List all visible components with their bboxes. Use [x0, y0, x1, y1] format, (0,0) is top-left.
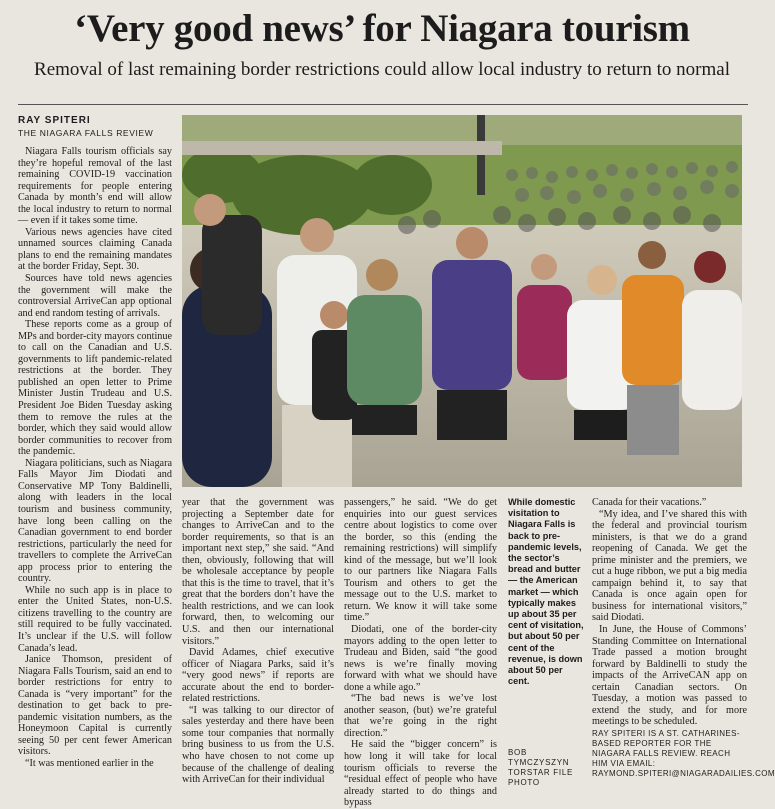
deck: Removal of last remaining border restrictions could allow local industry to return to normal	[34, 59, 730, 80]
paragraph: These reports come as a group of MPs and border-city mayors continue to call on the Canadian and U.S. governments to lift pandemic-related restrictions at the border. They published an open letter to Prime Minister Justin Trudeau and U.S. President Joe Biden Tuesday asking them to remove the rules at the border, which they said would allow border communities to recover from the pandemic.	[18, 319, 172, 458]
photo-credit: BOB TYMCZYSZYN TORSTAR FILE PHOTO	[508, 748, 574, 787]
paragraph: “It was mentioned earlier in the	[25, 757, 154, 769]
paragraph: Janice Thomson, president of Niagara Falls Tourism, said an end to border restrictions for entry to Canada is “very important” for the destination to get back to pre-pandemic visitation numbers, as the Honeymoon Capital is currently seeing 50 per cent fewer American visitors.	[18, 654, 172, 758]
crowd-photo	[182, 115, 742, 487]
paragraph: David Adames, chief executive officer of Niagara Parks, said it’s “very good news” if reports are accurate about the end to border-related restrictions.	[182, 647, 334, 705]
photo-caption	[508, 497, 586, 729]
article-column-2	[182, 497, 334, 799]
paragraph: year that the government was projecting a September date for changes to ArriveCan and to the border requirements, so that is an important next step,” she said. “And then, obviously, following that will be wholesale acceptance by people that this is the time to travel, that it’s great that the borders don’t have the health restrictions, and we can look forward, then, to welcoming our U.S. and then our international visitors.”	[182, 497, 334, 647]
author-note: RAY SPITERI IS A ST. CATHARINES-BASED REPORTER FOR THE NIAGARA FALLS REVIEW. REACH HIM VIA EMAIL: RAYMOND.SPITERI@NIAGARADAILIES.COM	[592, 728, 775, 778]
paragraph: Sources have told news agencies the government will make the controversial ArriveCan app optional and end random testing of arrivals.	[18, 273, 172, 319]
article-column-3	[344, 497, 497, 809]
crowd-photo-drawing	[182, 115, 742, 487]
paragraph: passengers,” he said. “We do get enquiries into our guest services centre about logistics to come over the border, so this (ending the remaining restrictions) will simplify kind of the message, but we’ll look to our partners like Niagara Falls Tourism and others to get the message out to the U.S. market to return. We know it will take some time.”	[344, 497, 497, 624]
headline: ‘Very good news’ for Niagara tourism	[74, 7, 690, 50]
paragraph: “I was talking to our director of sales yesterday and there have been some tour companies that normally bring business to us from the U.S. who have chosen to not come up because of the challenge of dealing with ArriveCan for their individual	[182, 704, 334, 786]
paragraph: Niagara politicians, such as Niagara Falls Mayor Jim Diodati and Conservative MP Tony Baldinelli, along with leaders in the local tourism and business community, have long been calling on the Canadian government to end border restrictions, particularly the need for travellers to complete the ArriveCan app process prior to entering the country.	[18, 457, 172, 585]
paragraph: While no such app is in place to enter the United States, non-U.S. citizens travelling to the country are still required to be fully vaccinated. It’s unclear if the U.S. will follow Canada’s lead.	[18, 584, 172, 654]
paragraph: Various news agencies have cited unnamed sources claiming Canada plans to end the remaining mandates at the border Friday, Sept. 30.	[18, 226, 172, 273]
caption-text: While domestic visitation to Niagara Falls is back to pre-pandemic levels, the sector’s bread and butter — the American market — which typically makes up about 35 per cent of visitation, but about 50 per cent of the revenue, is down about 50 per cent.	[508, 497, 584, 687]
paragraph: He said the “bigger concern” is how long it will take for local tourism officials to reverse the “residual effect of people who have already started to do things and bypass	[344, 739, 497, 809]
paragraph: Canada for their vacations.”	[592, 497, 707, 508]
article-column-4	[592, 497, 775, 799]
byline-affiliation: THE NIAGARA FALLS REVIEW	[18, 128, 154, 138]
byline: RAY SPITERI	[18, 115, 91, 126]
paragraph: In June, the House of Commons’ Standing Committee on International Trade passed a motion brought forward by Baldinelli to study the impacts of the ArriveCAN app on certain Canadian sectors. On Tuesday, a motion was passed to extend the study, and for more meetings to be scheduled.	[592, 624, 747, 728]
article-column-1	[18, 146, 172, 798]
paragraph: “The bad news is we’ve lost another season, (but) we’re grateful that we’re going in the right direction.”	[344, 693, 497, 739]
paragraph: “My idea, and I’ve shared this with the federal and provincial tourism ministers, is that we do a grand reopening of Canada. We get the prime minister and the premiers, we cut a huge ribbon, we put a big media campaign behind it, to say that Canada is once again open for business for international visitors,” said Diodati.	[592, 508, 747, 624]
paragraph: Diodati, one of the border-city mayors adding to the open letter to Trudeau and Biden, said “the good news is we’re finally moving forward with what we should have done a while ago.”	[344, 624, 497, 693]
paragraph: Niagara Falls tourism officials say they’re hopeful removal of the last remaining COVID-19 vaccination requirements for people entering Canada by month’s end will allow the local industry to return to normal — even if it takes some time.	[18, 146, 172, 227]
top-rule	[18, 104, 748, 105]
